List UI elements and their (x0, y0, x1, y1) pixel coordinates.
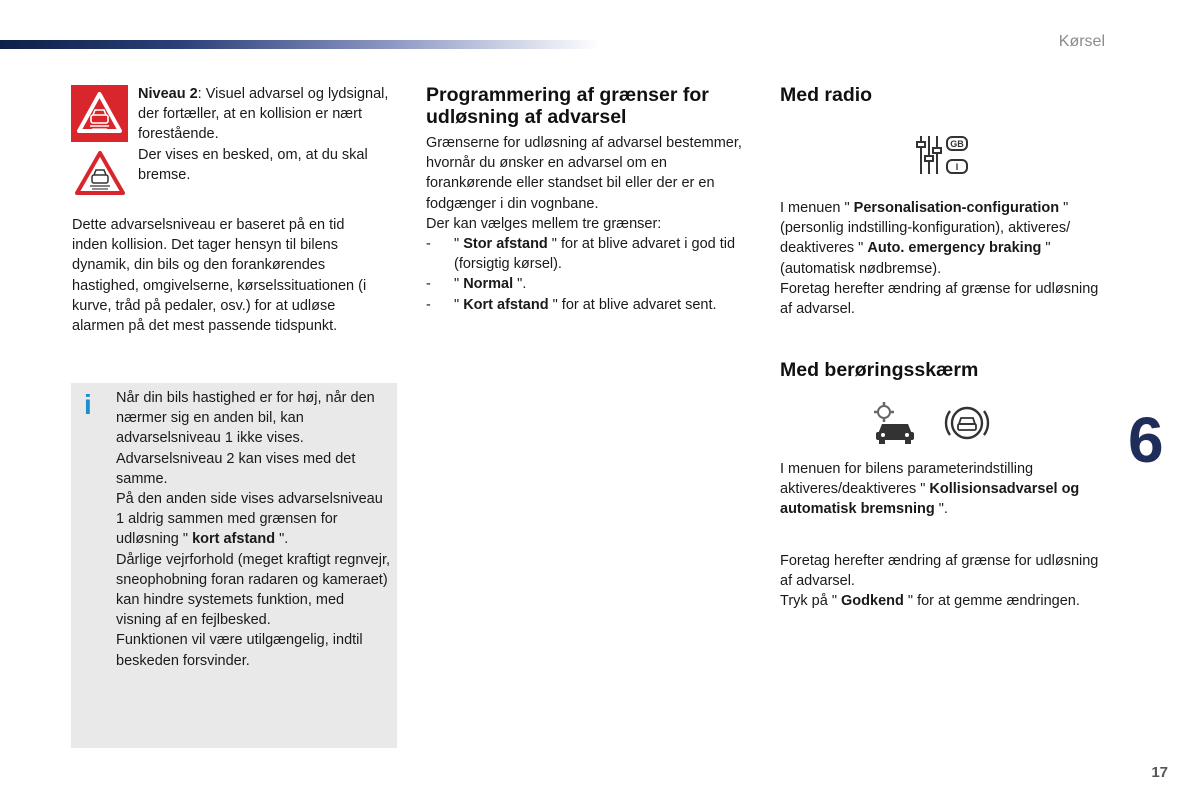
radio-paragraph: Foretag herefter ændring af grænse for udløsning af advarsel. (780, 280, 1099, 318)
section-title: Kørsel (1058, 33, 1105, 50)
collision-warning-icon (74, 150, 126, 196)
header-color-bar (0, 40, 600, 49)
touch-paragraph: I menuen for bilens parameterindstilling aktiveres/deaktiveres " Kollisionsadvarsel og automatisk bremsning ". (780, 461, 1080, 518)
radio-instructions (780, 198, 1110, 319)
radio-icon-label-gb: GB (950, 139, 964, 149)
programming-text (426, 133, 756, 315)
list-item: - " Normal ". (426, 274, 756, 294)
level2-text2: Der vises en besked, om, at du skal bremse. (138, 146, 368, 183)
touchscreen-followup (780, 551, 1110, 612)
level2-description (138, 84, 400, 185)
emergency-brake-icon (943, 400, 991, 446)
radio-heading: Med radio (780, 84, 873, 106)
touch-paragraph: Tryk på " Godkend " for at gemme ændringen. (780, 593, 1080, 610)
level2-text: : Visuel advarsel og lydsignal, der fortæller, at en kollision er nært forestående. (138, 86, 389, 143)
radio-icon-label-i: I (955, 162, 959, 172)
list-item: - " Kort afstand " for at blive advaret sent. (426, 295, 756, 315)
info-icon: i (84, 389, 92, 420)
threshold-list (426, 234, 756, 315)
info-line: Når din bils hastighed er for høj, når den nærmer sig en anden bil, kan advarselsniveau 1 ikke vises. (116, 390, 375, 447)
list-item: - " Stor afstand " for at blive advaret i god tid (forsigtig kørsel). (426, 234, 756, 274)
touchscreen-heading: Med berøringsskærm (780, 359, 979, 381)
level-explanation-paragraph: Dette advarselsniveau er baseret på en tid inden kollision. Det tager hensyn til bilens dynamik, din bils og den forankørendes hastighed, omgivelserne, kørselssituationen (i kurve, tråd på pedaler, osv.) for at udløse alarmen på det mest passende tidspunkt. (72, 217, 367, 335)
touch-paragraph: Foretag herefter ændring af grænse for udløsning af advarsel. (780, 553, 1099, 590)
info-line: Funktionen vil være utilgængelig, indtil beskeden forsvinder. (116, 632, 363, 669)
page-number: 17 (1151, 764, 1168, 781)
programming-choose: Der kan vælges mellem tre grænser: (426, 215, 662, 232)
chapter-number: 6 (1128, 404, 1164, 476)
car-settings-icon (870, 400, 918, 446)
radio-settings-icon (915, 132, 971, 178)
touchscreen-instructions (780, 459, 1110, 520)
programming-intro: Grænserne for udløsning af advarsel bestemmer, hvornår du ønsker en advarsel om en forankørende eller standset bil eller der er en fodgænger i din vognbane. (426, 135, 742, 212)
collision-warning-red-icon (71, 85, 128, 142)
info-line: Advarselsniveau 2 kan vises med det samme. (116, 450, 356, 487)
info-line: På den anden side vises advarselsniveau 1 aldrig sammen med grænsen for udløsning " kort afstand ". (116, 491, 383, 548)
level2-label: Niveau 2 (138, 86, 198, 102)
programming-heading: Programmering af grænser for udløsning af advarsel (426, 84, 709, 128)
info-text (116, 388, 391, 671)
radio-paragraph: I menuen " Personalisation-configuration " (personlig indstilling-konfiguration), aktiveres/ deaktiveres " Auto. emergency braking " (automatisk nødbremse). (780, 200, 1071, 277)
info-line: Dårlige vejrforhold (meget kraftigt regnvejr, sneophobning foran radaren og kameraet) kan hindre systemets funktion, med visning af en fejlbesked. (116, 551, 391, 629)
